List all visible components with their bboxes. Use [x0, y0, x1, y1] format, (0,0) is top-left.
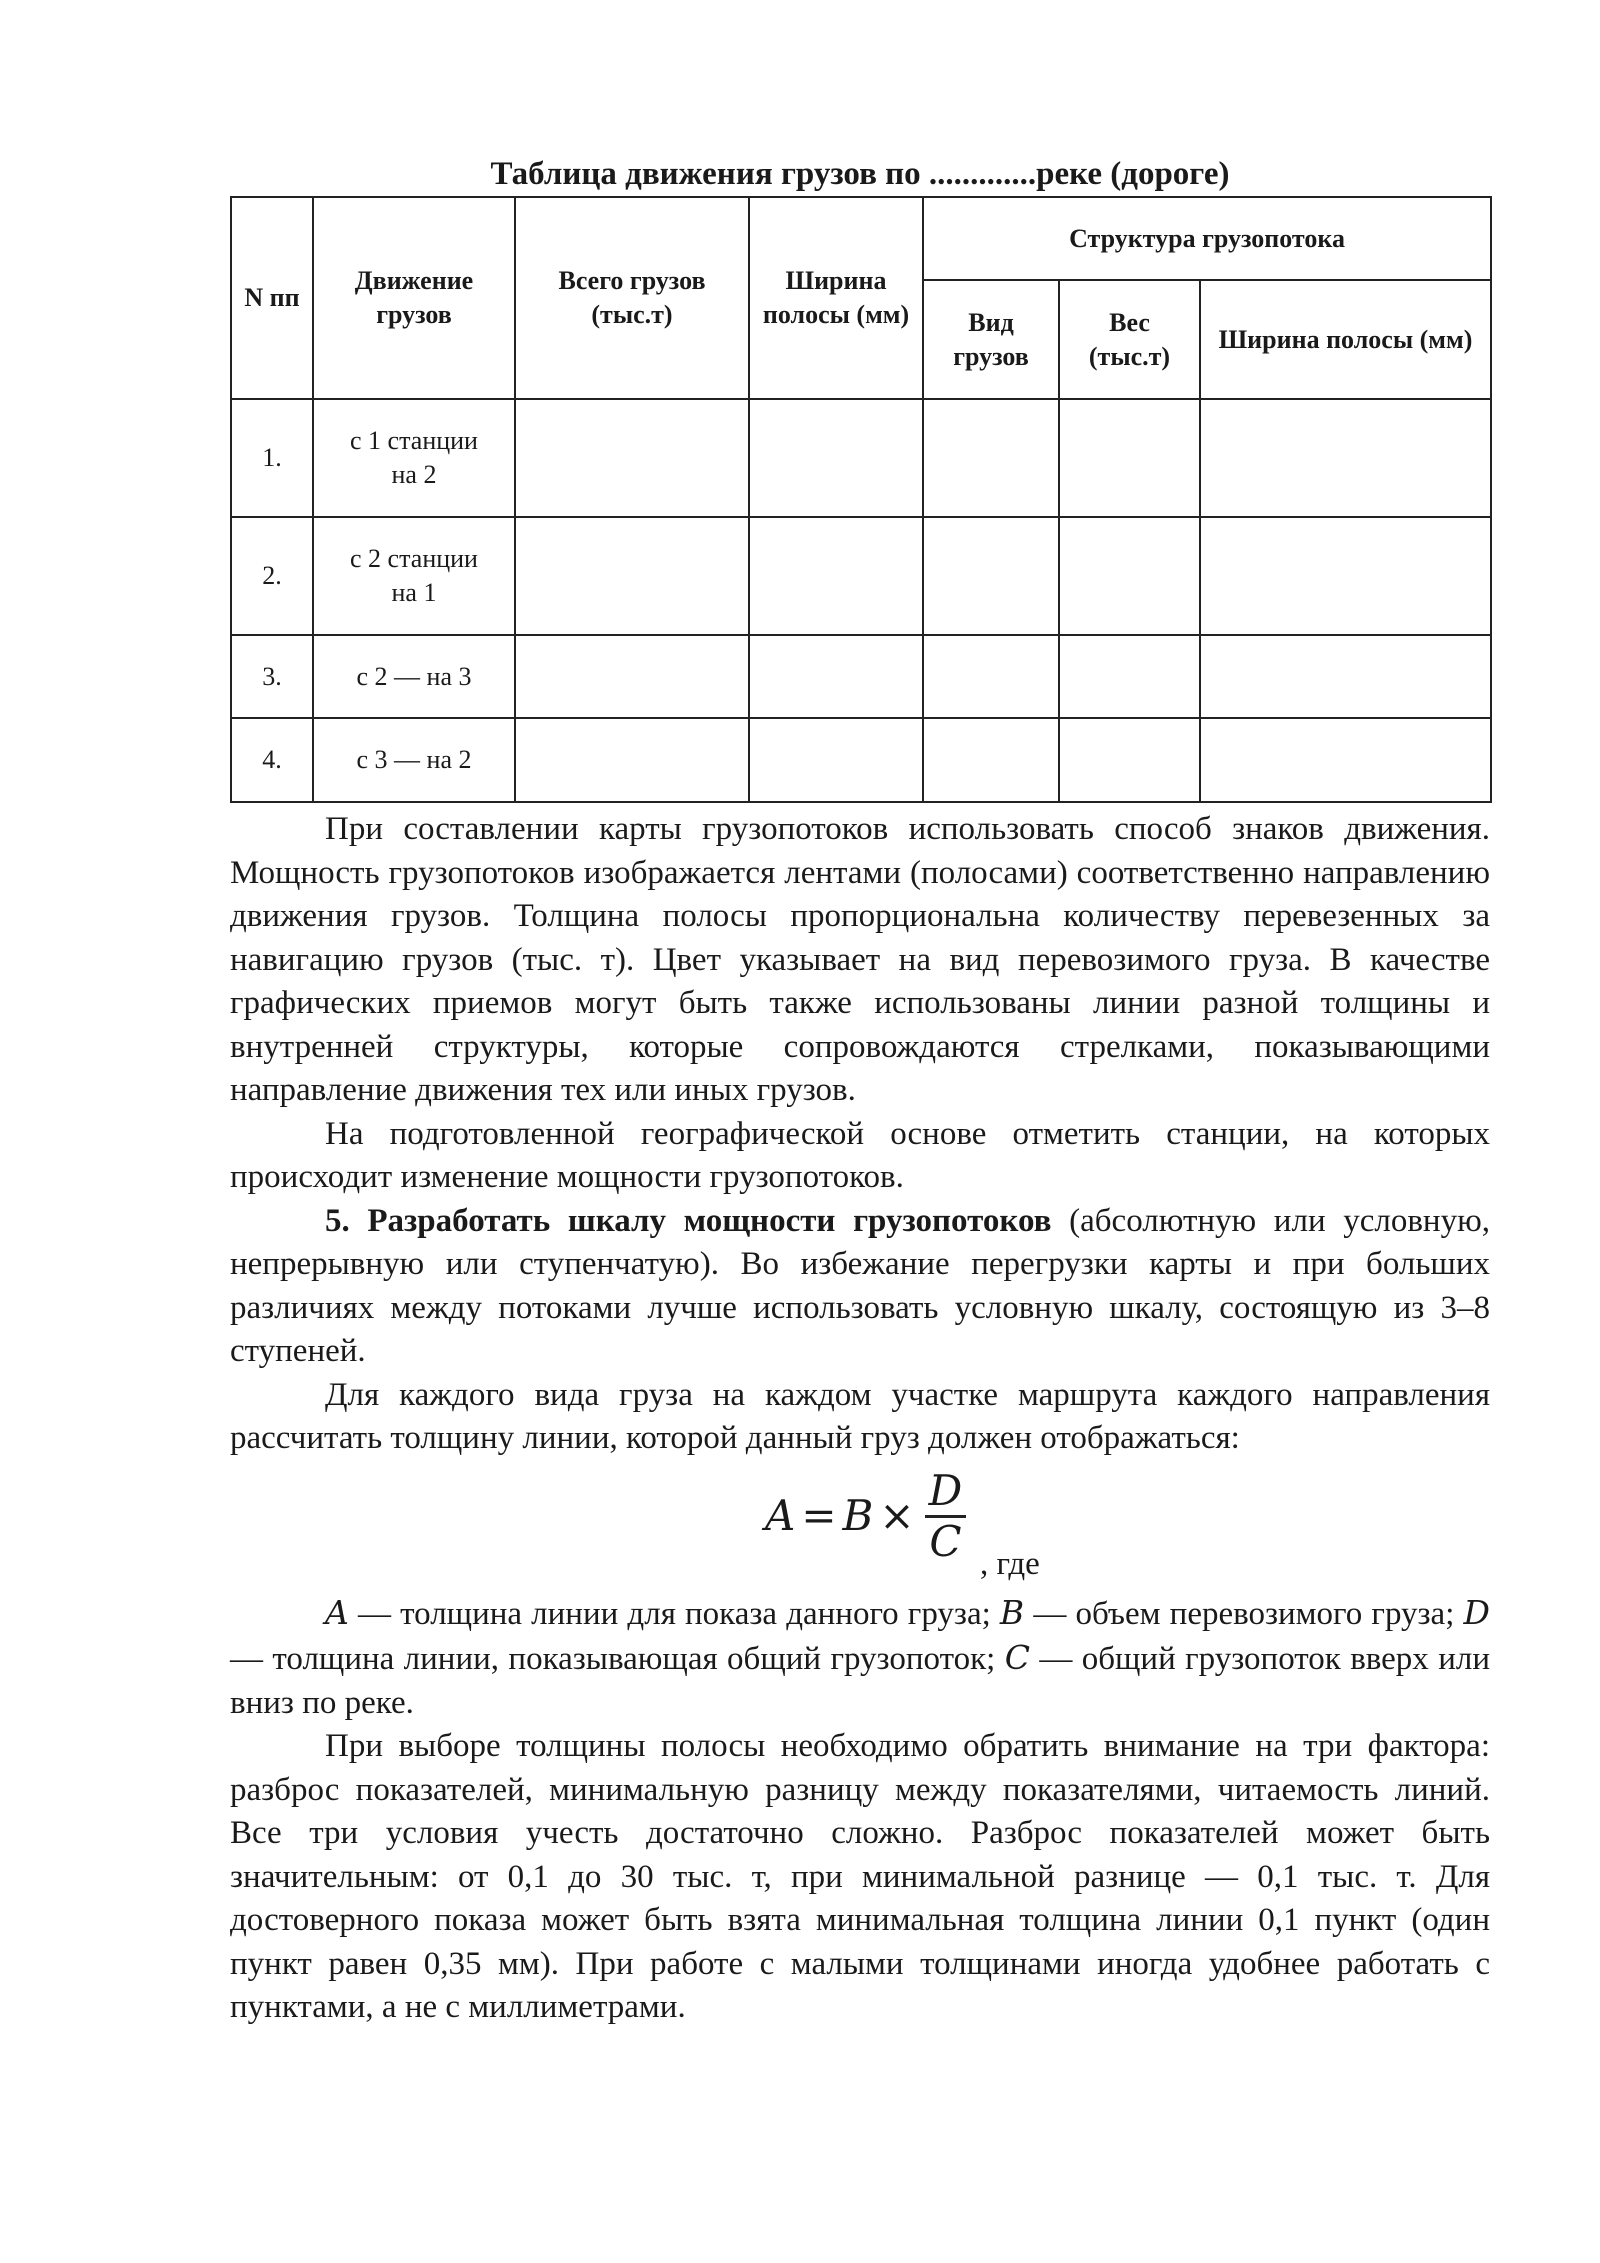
row-num: 3.: [231, 635, 313, 718]
header-total: Всего грузов (тыс.т): [515, 197, 749, 399]
table-row: [231, 399, 1491, 517]
formula-where: , где: [980, 1545, 1040, 1582]
row-movement: с 3 — на 2: [313, 718, 515, 802]
formula-block: [230, 1461, 1490, 1591]
step-5-heading: 5. Разработать шкалу мощности грузопотоков: [325, 1202, 1052, 1239]
header-strip-width: Ширина полосы (мм): [1200, 280, 1491, 399]
row-num: 4.: [231, 718, 313, 802]
paragraph-factors: При выборе толщины полосы необходимо обратить внимание на три фактора: разброс показателей, минимальную разницу между показателями, читаемость линий. Все три условия учесть достаточно сложно. Разброс показателей может быть значительным: от 0,1 до 30 тыс. т, при минимальной разнице — 0,1 тыс. т. Для достоверного показа может быть взята минимальная толщина линии 0,1 пункт (один пункт равен 0,35 мм). При работе с малыми толщинами иногда удобнее работать с пунктами, а не с миллиметрами.: [230, 1728, 1490, 2025]
table-row: [231, 718, 1491, 802]
row-movement: с 1 станции на 2: [313, 399, 515, 517]
table-row: [231, 635, 1491, 718]
row-num: 1.: [231, 399, 313, 517]
formula-fraction: $\frac{D}{C}$: [925, 1467, 967, 1566]
cargo-movement-table: [230, 196, 1492, 803]
header-num: N пп: [231, 197, 313, 399]
body-text: [230, 808, 1490, 2030]
header-structure: Структура грузопотока: [923, 197, 1491, 280]
table-title: Таблица движения грузов по .............реке (дороге): [490, 156, 1230, 192]
paragraph-variables: A — толщина линии для показа данного груза; B — объем перевозимого груза; D — толщина линии, показывающая общий грузопоток; C — общий грузопоток вверх или вниз по реке.: [230, 1592, 1490, 1721]
paragraph-stations: На подготовленной географической основе отметить станции, на которых происходит изменение мощности грузопотоков.: [230, 1115, 1490, 1195]
header-movement: Движение грузов: [313, 197, 515, 399]
paragraph-scale: 5. Разработать шкалу мощности грузопотоков (абсолютную или условную, непрерывную или ступенчатую). Во избежание перегрузки карты и при больших различиях между потоками лучше использовать условную шкалу, состоящую из 3–8 ступеней.: [230, 1202, 1490, 1369]
row-movement: с 2 — на 3: [313, 635, 515, 718]
row-movement: с 2 станции на 1: [313, 517, 515, 635]
header-kind: Вид грузов: [923, 280, 1059, 399]
paragraph-line-thickness: Для каждого вида груза на каждом участке маршрута каждого направления рассчитать толщину линии, которой данный груз должен отображаться:: [230, 1376, 1490, 1456]
paragraph-map-method: При составлении карты грузопотоков использовать способ знаков движения. Мощность грузопотоков изображается лентами (полосами) соответственно направлению движения грузов. Толщина полосы пропорциональна количеству перевезенных за навигацию грузов (тыс. т). Цвет указывает на вид перевозимого груза. В качестве графических приемов могут быть также использованы линии разной толщины и внутренней структуры, которые сопровождаются стрелками, показывающими направление движения тех или иных грузов.: [230, 811, 1490, 1108]
header-weight: Вес (тыс.т): [1059, 280, 1200, 399]
row-num: 2.: [231, 517, 313, 635]
thickness-formula: A = B × $\frac{D}{C}$: [765, 1467, 966, 1566]
table-row: [231, 517, 1491, 635]
header-width: Ширина полосы (мм): [749, 197, 923, 399]
